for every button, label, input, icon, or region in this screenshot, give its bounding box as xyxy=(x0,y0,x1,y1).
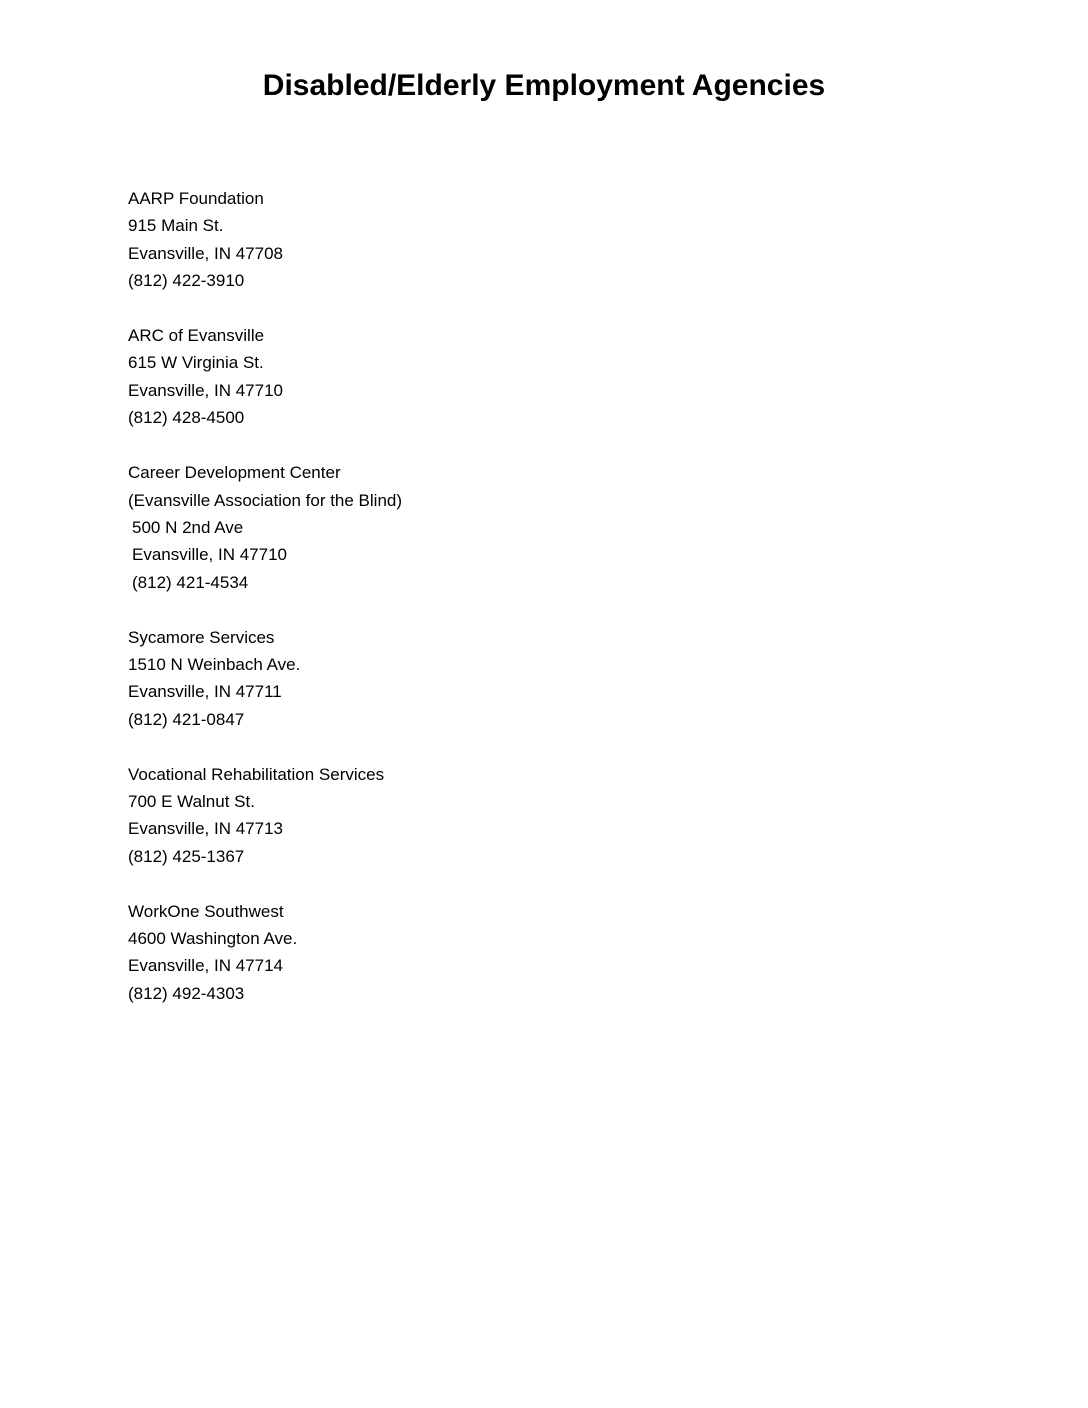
agency-entry-career-development xyxy=(128,459,728,596)
agency-city: Evansville, IN 47708 xyxy=(128,243,283,263)
agency-phone: (812) 422-3910 xyxy=(128,271,245,291)
agency-address: 1510 N Weinbach Ave. xyxy=(128,654,301,674)
agency-name: ARC of Evansville xyxy=(128,326,265,346)
agency-subtitle: (Evansville Association for the Blind) xyxy=(128,490,403,510)
agency-city: Evansville, IN 47710 xyxy=(128,380,283,400)
agency-phone: (812) 492-4303 xyxy=(128,983,245,1003)
agency-phone: (812) 428-4500 xyxy=(128,408,245,428)
page-title: Disabled/Elderly Employment Agencies xyxy=(262,69,826,102)
agency-address: 4600 Washington Ave. xyxy=(128,929,298,949)
agency-name: Sycamore Services xyxy=(128,627,275,647)
agency-address: 500 N 2nd Ave xyxy=(132,517,244,537)
agency-phone: (812) 421-4534 xyxy=(132,572,249,592)
agency-address: 700 E Walnut St. xyxy=(128,792,255,812)
agency-entry-sycamore xyxy=(128,624,728,734)
agency-city: Evansville, IN 47710 xyxy=(132,545,287,565)
agency-name: WorkOne Southwest xyxy=(128,901,284,921)
agency-name: AARP Foundation xyxy=(128,189,264,208)
agency-entry-aarp xyxy=(128,185,728,295)
agency-address: 915 Main St. xyxy=(128,216,224,236)
agency-entry-workone xyxy=(128,898,728,1008)
agency-name: Career Development Center xyxy=(128,463,341,483)
agency-entry-vocational-rehab xyxy=(128,761,728,871)
agency-city: Evansville, IN 47711 xyxy=(128,682,282,702)
agency-phone: (812) 421-0847 xyxy=(128,709,245,729)
agency-city: Evansville, IN 47713 xyxy=(128,819,283,839)
agency-phone: (812) 425-1367 xyxy=(128,846,245,866)
agency-city: Evansville, IN 47714 xyxy=(128,956,283,976)
agency-entry-arc xyxy=(128,322,728,432)
agency-list xyxy=(128,185,728,1035)
agency-name: Vocational Rehabilitation Services xyxy=(128,764,385,784)
agency-address: 615 W Virginia St. xyxy=(128,353,264,373)
